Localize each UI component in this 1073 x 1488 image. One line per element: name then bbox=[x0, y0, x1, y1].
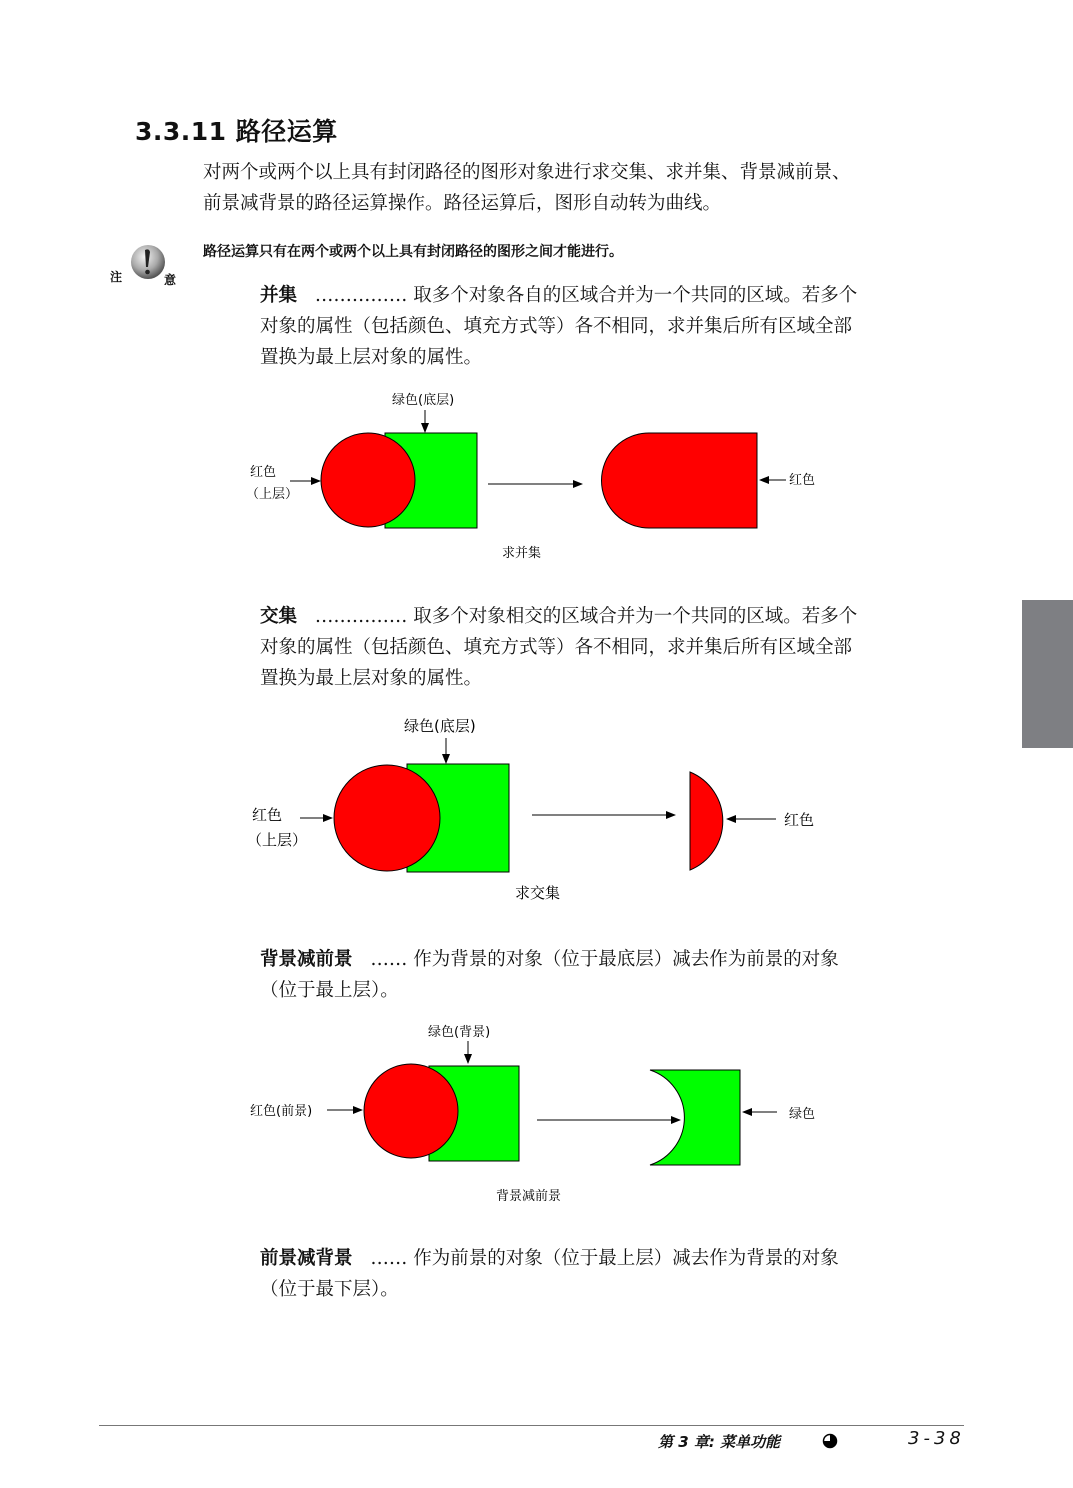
back-minus-front-caption: 背景减前景 bbox=[496, 1189, 562, 1204]
half-filled-circle-icon bbox=[822, 1433, 838, 1449]
intersection-left-label: （上层） bbox=[247, 831, 308, 849]
intro-paragraph bbox=[203, 157, 973, 219]
back-minus-front-result-shape bbox=[650, 1070, 740, 1165]
leader-dots: …… bbox=[370, 949, 408, 970]
front-minus-back-text: 作为前景的对象（位于最上层）减去作为背景的对象 bbox=[413, 1248, 839, 1269]
front-minus-back-line-2: （位于最下层）。 bbox=[260, 1279, 399, 1300]
union-term: 并集 bbox=[260, 285, 298, 306]
front-minus-back-term: 前景减背景 bbox=[260, 1248, 353, 1269]
red-circle bbox=[334, 765, 440, 871]
back-minus-front-line-1 bbox=[260, 944, 968, 975]
intersection-right-label: 红色 bbox=[784, 811, 815, 829]
intersection-line-3: 置换为最上层对象的属性。 bbox=[260, 668, 483, 689]
intersection-caption: 求交集 bbox=[515, 884, 561, 902]
footer-chapter: 第 3 章: 菜单功能 bbox=[658, 1433, 781, 1451]
note-icon-char: 意 bbox=[164, 273, 177, 287]
exclamation-note-icon bbox=[108, 244, 184, 288]
union-top-label: 绿色(底层) bbox=[392, 393, 455, 408]
intersection-result-shape bbox=[690, 772, 723, 870]
footer-divider bbox=[99, 1425, 964, 1426]
union-text: 取多个对象各自的区域合并为一个共同的区域。若多个 bbox=[413, 285, 858, 306]
front-minus-back-line-1 bbox=[260, 1243, 968, 1274]
front-minus-back-section bbox=[260, 1243, 968, 1305]
intro-line: 前景减背景的路径运算操作。路径运算后，图形自动转为曲线。 bbox=[203, 193, 722, 214]
section-heading bbox=[135, 112, 338, 148]
page-number: 3-38 bbox=[908, 1428, 965, 1449]
union-line-2: 对象的属性（包括颜色、填充方式等）各不相同，求并集后所有区域全部 bbox=[260, 316, 853, 337]
union-left-label: 红色 bbox=[250, 465, 277, 480]
intersection-section bbox=[260, 601, 968, 694]
intersection-line-2: 对象的属性（包括颜色、填充方式等）各不相同，求并集后所有区域全部 bbox=[260, 637, 853, 658]
back-minus-front-term: 背景减前景 bbox=[260, 949, 353, 970]
intersection-text: 取多个对象相交的区域合并为一个共同的区域。若多个 bbox=[413, 606, 858, 627]
red-circle bbox=[364, 1064, 458, 1158]
chapter-side-tab bbox=[1022, 600, 1073, 748]
back-minus-front-line-2: （位于最上层）。 bbox=[260, 980, 399, 1001]
intersection-term: 交集 bbox=[260, 606, 298, 627]
back-minus-front-left-label: 红色(前景) bbox=[250, 1104, 313, 1119]
union-result-shape bbox=[602, 433, 758, 528]
back-minus-front-section bbox=[260, 944, 968, 1006]
leader-dots: …………… bbox=[314, 606, 408, 627]
union-left-label: （上层） bbox=[246, 487, 299, 502]
union-caption: 求并集 bbox=[502, 546, 542, 561]
intersection-figure bbox=[0, 705, 1073, 905]
section-number: 3.3.11 bbox=[135, 117, 227, 146]
red-circle bbox=[321, 433, 415, 527]
back-minus-front-figure bbox=[0, 1015, 1073, 1210]
intersection-left-label: 红色 bbox=[252, 806, 283, 824]
union-section bbox=[260, 280, 968, 373]
back-minus-front-top-label: 绿色(背景) bbox=[428, 1025, 491, 1040]
intersection-line-1 bbox=[260, 601, 968, 632]
leader-dots: …… bbox=[370, 1248, 408, 1269]
section-title: 路径运算 bbox=[235, 117, 338, 146]
union-figure bbox=[0, 380, 1073, 570]
note-icon-char: 注 bbox=[110, 270, 123, 284]
note-text: 路径运算只有在两个或两个以上具有封闭路径的图形之间才能进行。 bbox=[203, 244, 623, 260]
intersection-top-label: 绿色(底层) bbox=[404, 717, 476, 735]
union-line-1 bbox=[260, 280, 968, 311]
union-line-3: 置换为最上层对象的属性。 bbox=[260, 347, 483, 368]
union-right-label: 红色 bbox=[789, 473, 816, 488]
intro-line: 对两个或两个以上具有封闭路径的图形对象进行求交集、求并集、背景减前景、 bbox=[203, 162, 851, 183]
back-minus-front-text: 作为背景的对象（位于最底层）减去作为前景的对象 bbox=[413, 949, 839, 970]
back-minus-front-right-label: 绿色 bbox=[789, 1107, 816, 1122]
leader-dots: …………… bbox=[314, 285, 408, 306]
